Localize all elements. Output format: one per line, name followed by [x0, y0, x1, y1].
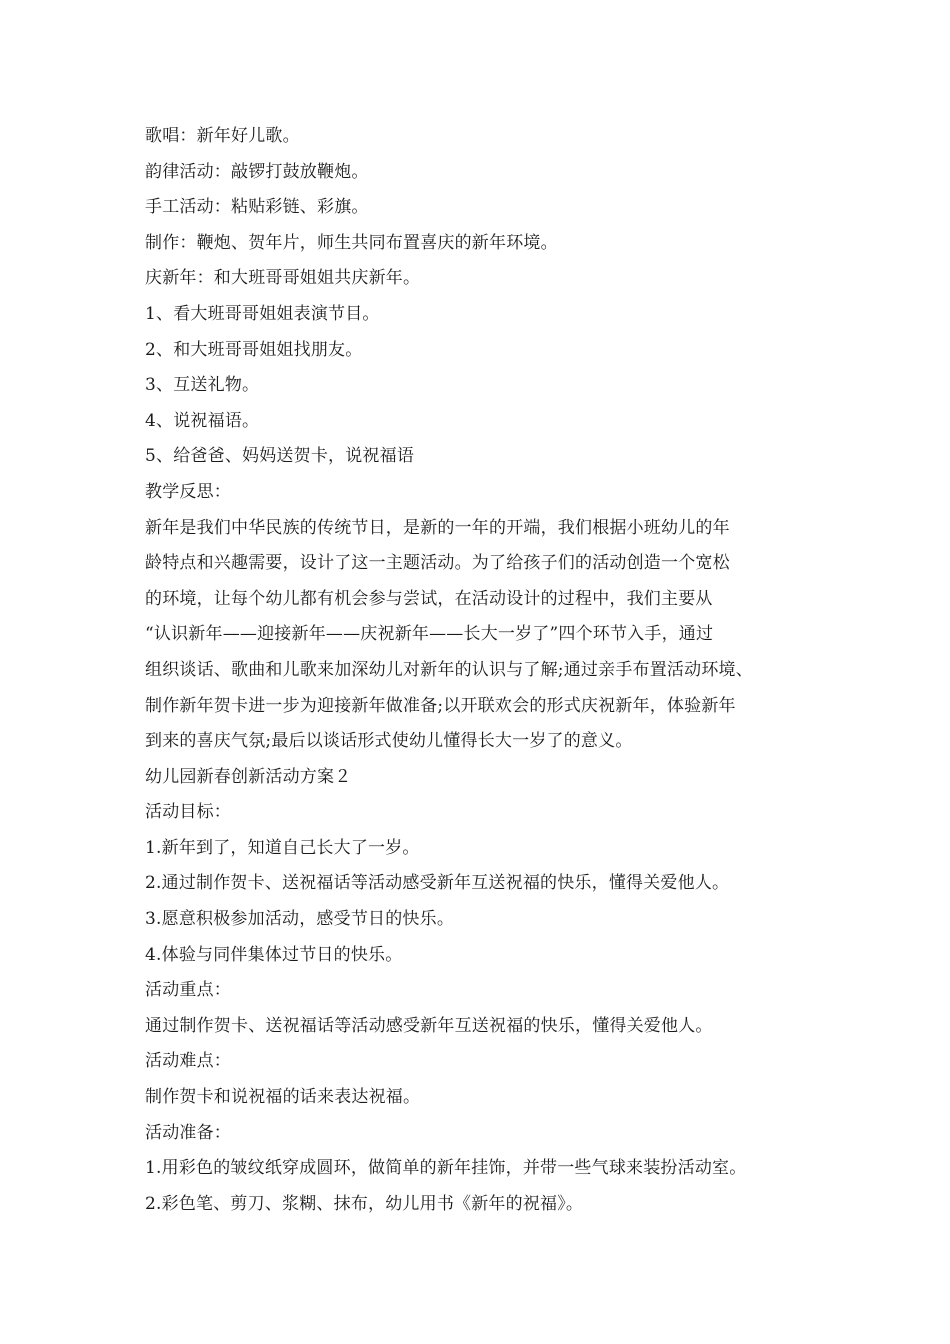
text-line: 制作贺卡和说祝福的话来表达祝福。 [145, 1087, 421, 1108]
document-subtitle: 幼儿园新春创新活动方案２ [145, 766, 352, 787]
reflection-line: 到来的喜庆气氛;最后以谈话形式使幼儿懂得长大一岁了的意义。 [145, 731, 633, 752]
list-item: 4.体验与同伴集体过节日的快乐。 [145, 944, 403, 965]
section-heading: 教学反思： [145, 481, 231, 502]
text-line: 手工活动：粘贴彩链、彩旗。 [145, 197, 369, 218]
list-item: 2.通过制作贺卡、送祝福话等活动感受新年互送祝福的快乐，懂得关爱他人。 [145, 873, 730, 894]
list-item: 4、说祝福语。 [145, 410, 260, 431]
reflection-line: 制作新年贺卡进一步为迎接新年做准备;以开联欢会的形式庆祝新年，体验新年 [145, 695, 736, 716]
list-item: 1、看大班哥哥姐姐表演节目。 [145, 303, 380, 324]
reflection-line: 的环境，让每个幼儿都有机会参与尝试，在活动设计的过程中，我们主要从 [145, 588, 713, 609]
reflection-line: 新年是我们中华民族的传统节日，是新的一年的开端，我们根据小班幼儿的年 [145, 517, 730, 538]
document-body [145, 119, 815, 1222]
text-line: 制作：鞭炮、贺年片，师生共同布置喜庆的新年环境。 [145, 232, 558, 253]
reflection-line: “认识新年——迎接新年——庆祝新年——长大一岁了”四个环节入手，通过 [145, 624, 714, 645]
text-line: 庆新年：和大班哥哥姐姐共庆新年。 [145, 268, 421, 289]
reflection-line: 龄特点和兴趣需要，设计了这一主题活动。为了给孩子们的活动创造一个宽松 [145, 553, 730, 574]
section-heading: 活动重点： [145, 980, 231, 1001]
list-item: 5、给爸爸、妈妈送贺卡，说祝福语 [145, 446, 415, 467]
list-item: 2.彩色笔、剪刀、浆糊、抹布，幼儿用书《新年的祝福》。 [145, 1193, 584, 1214]
list-item: 2、和大班哥哥姐姐找朋友。 [145, 339, 363, 360]
section-heading: 活动目标： [145, 802, 231, 823]
reflection-line: 组织谈话、歌曲和儿歌来加深幼儿对新年的认识与了解;通过亲手布置活动环境、 [145, 659, 753, 680]
list-item: 1.用彩色的皱纹纸穿成圆环，做简单的新年挂饰，并带一些气球来装扮活动室。 [145, 1158, 747, 1179]
section-heading: 活动准备： [145, 1122, 231, 1143]
list-item: 3、互送礼物。 [145, 375, 260, 396]
section-heading: 活动难点： [145, 1051, 231, 1072]
text-line: 通过制作贺卡、送祝福话等活动感受新年互送祝福的快乐，懂得关爱他人。 [145, 1015, 713, 1036]
text-line: 歌唱：新年好儿歌。 [145, 126, 300, 146]
text-line: 韵律活动：敲锣打鼓放鞭炮。 [145, 161, 369, 182]
list-item: 3.愿意积极参加活动，感受节日的快乐。 [145, 909, 455, 930]
list-item: 1.新年到了，知道自己长大了一岁。 [145, 837, 420, 858]
